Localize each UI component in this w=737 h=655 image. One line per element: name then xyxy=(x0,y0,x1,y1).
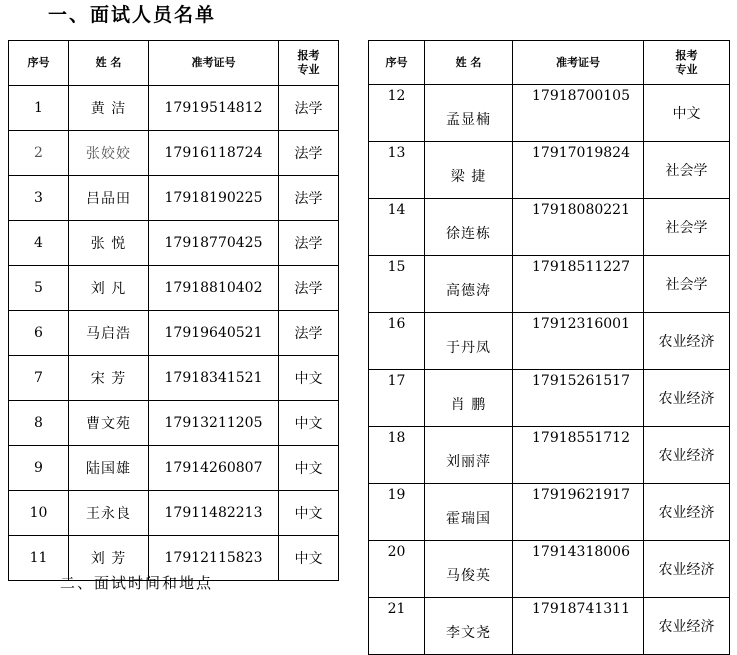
cell-admission-number: 17918810402 xyxy=(149,266,279,311)
cell-name: 张 悦 xyxy=(69,221,149,266)
col-header-name: 姓 名 xyxy=(425,41,513,85)
next-section-heading: 二、面试时间和地点 xyxy=(60,574,214,592)
cell-major: 法学 xyxy=(279,131,339,176)
cell-name: 霍瑞国 xyxy=(425,484,513,541)
page-heading: 一、面试人员名单 xyxy=(48,4,217,26)
interview-list-table-right xyxy=(368,40,730,655)
cell-admission-number: 17918741311 xyxy=(513,598,644,655)
cell-seq: 13 xyxy=(369,142,425,199)
table-row xyxy=(9,491,339,536)
cell-name: 刘丽萍 xyxy=(425,427,513,484)
cell-admission-number: 17914318006 xyxy=(513,541,644,598)
cell-major: 中文 xyxy=(279,401,339,446)
table-row xyxy=(369,541,730,598)
col-header-major: 报考 专业 xyxy=(644,41,730,85)
col-header-seq: 序号 xyxy=(369,41,425,85)
cell-admission-number: 17919514812 xyxy=(149,86,279,131)
cell-seq: 8 xyxy=(9,401,69,446)
table-row xyxy=(9,311,339,356)
cell-admission-number: 17915261517 xyxy=(513,370,644,427)
cell-seq: 14 xyxy=(369,199,425,256)
cell-seq: 20 xyxy=(369,541,425,598)
cell-seq: 4 xyxy=(9,221,69,266)
cell-admission-number: 17918551712 xyxy=(513,427,644,484)
cell-name: 于丹凤 xyxy=(425,313,513,370)
table-row xyxy=(369,598,730,655)
cell-major: 中文 xyxy=(279,536,339,581)
table-row xyxy=(369,484,730,541)
cell-name: 陆国雄 xyxy=(69,446,149,491)
table-header-row xyxy=(9,41,339,86)
cell-major: 社会学 xyxy=(644,142,730,199)
table-row xyxy=(9,131,339,176)
table-row xyxy=(369,370,730,427)
cell-seq: 18 xyxy=(369,427,425,484)
cell-name: 徐连栋 xyxy=(425,199,513,256)
table-row xyxy=(369,313,730,370)
cell-major: 法学 xyxy=(279,311,339,356)
cell-name: 刘 芳 xyxy=(69,536,149,581)
cell-seq: 12 xyxy=(369,85,425,142)
cell-name: 黄 洁 xyxy=(69,86,149,131)
cell-name: 曹文苑 xyxy=(69,401,149,446)
cell-admission-number: 17919640521 xyxy=(149,311,279,356)
cell-name: 马启浩 xyxy=(69,311,149,356)
cell-name: 马俊英 xyxy=(425,541,513,598)
cell-seq: 19 xyxy=(369,484,425,541)
cell-seq: 21 xyxy=(369,598,425,655)
cell-seq: 3 xyxy=(9,176,69,221)
cell-major: 法学 xyxy=(279,266,339,311)
col-header-major: 报考 专业 xyxy=(279,41,339,86)
cell-admission-number: 17914260807 xyxy=(149,446,279,491)
cell-major: 农业经济 xyxy=(644,541,730,598)
cell-major: 中文 xyxy=(279,446,339,491)
interview-list-table-left xyxy=(8,40,339,581)
cell-major: 法学 xyxy=(279,86,339,131)
cell-seq: 17 xyxy=(369,370,425,427)
cell-name: 李文尧 xyxy=(425,598,513,655)
cell-admission-number: 17912316001 xyxy=(513,313,644,370)
table-row xyxy=(9,446,339,491)
cell-major: 中文 xyxy=(279,356,339,401)
table-row xyxy=(369,427,730,484)
table-row xyxy=(9,176,339,221)
cell-name: 刘 凡 xyxy=(69,266,149,311)
cell-major: 农业经济 xyxy=(644,370,730,427)
cell-name: 宋 芳 xyxy=(69,356,149,401)
cell-name: 梁 捷 xyxy=(425,142,513,199)
table-row xyxy=(9,221,339,266)
cell-admission-number: 17918511227 xyxy=(513,256,644,313)
cell-admission-number: 17913211205 xyxy=(149,401,279,446)
cell-name: 肖 鹏 xyxy=(425,370,513,427)
cell-major: 法学 xyxy=(279,176,339,221)
cell-major: 农业经济 xyxy=(644,598,730,655)
cell-name: 孟显楠 xyxy=(425,85,513,142)
cell-major: 中文 xyxy=(644,85,730,142)
cell-major: 社会学 xyxy=(644,199,730,256)
cell-admission-number: 17919621917 xyxy=(513,484,644,541)
cell-name: 高德涛 xyxy=(425,256,513,313)
cell-major: 中文 xyxy=(279,491,339,536)
table-header-row xyxy=(369,41,730,85)
cell-admission-number: 17918770425 xyxy=(149,221,279,266)
cell-name: 王永良 xyxy=(69,491,149,536)
cell-seq: 11 xyxy=(9,536,69,581)
cell-admission-number: 17916118724 xyxy=(149,131,279,176)
table-row xyxy=(369,199,730,256)
col-header-name: 姓 名 xyxy=(69,41,149,86)
cell-seq: 7 xyxy=(9,356,69,401)
cell-name: 张姣姣 xyxy=(69,131,149,176)
cell-seq: 2 xyxy=(9,131,69,176)
col-header-id: 准考证号 xyxy=(149,41,279,86)
cell-seq: 1 xyxy=(9,86,69,131)
cell-major: 农业经济 xyxy=(644,313,730,370)
table-row xyxy=(369,85,730,142)
cell-name: 吕品田 xyxy=(69,176,149,221)
cell-seq: 15 xyxy=(369,256,425,313)
cell-seq: 9 xyxy=(9,446,69,491)
cell-seq: 10 xyxy=(9,491,69,536)
table-row xyxy=(9,401,339,446)
table-row xyxy=(369,256,730,313)
cell-major: 农业经济 xyxy=(644,427,730,484)
table-row xyxy=(369,142,730,199)
table-row xyxy=(9,86,339,131)
col-header-id: 准考证号 xyxy=(513,41,644,85)
cell-admission-number: 17912115823 xyxy=(149,536,279,581)
cell-seq: 16 xyxy=(369,313,425,370)
table-row xyxy=(9,266,339,311)
table-row xyxy=(9,356,339,401)
cell-major: 社会学 xyxy=(644,256,730,313)
cell-major: 农业经济 xyxy=(644,484,730,541)
cell-admission-number: 17918341521 xyxy=(149,356,279,401)
cell-major: 法学 xyxy=(279,221,339,266)
cell-admission-number: 17918190225 xyxy=(149,176,279,221)
cell-admission-number: 17918700105 xyxy=(513,85,644,142)
cell-seq: 5 xyxy=(9,266,69,311)
col-header-seq: 序号 xyxy=(9,41,69,86)
cell-admission-number: 17918080221 xyxy=(513,199,644,256)
cell-seq: 6 xyxy=(9,311,69,356)
cell-admission-number: 17911482213 xyxy=(149,491,279,536)
cell-admission-number: 17917019824 xyxy=(513,142,644,199)
